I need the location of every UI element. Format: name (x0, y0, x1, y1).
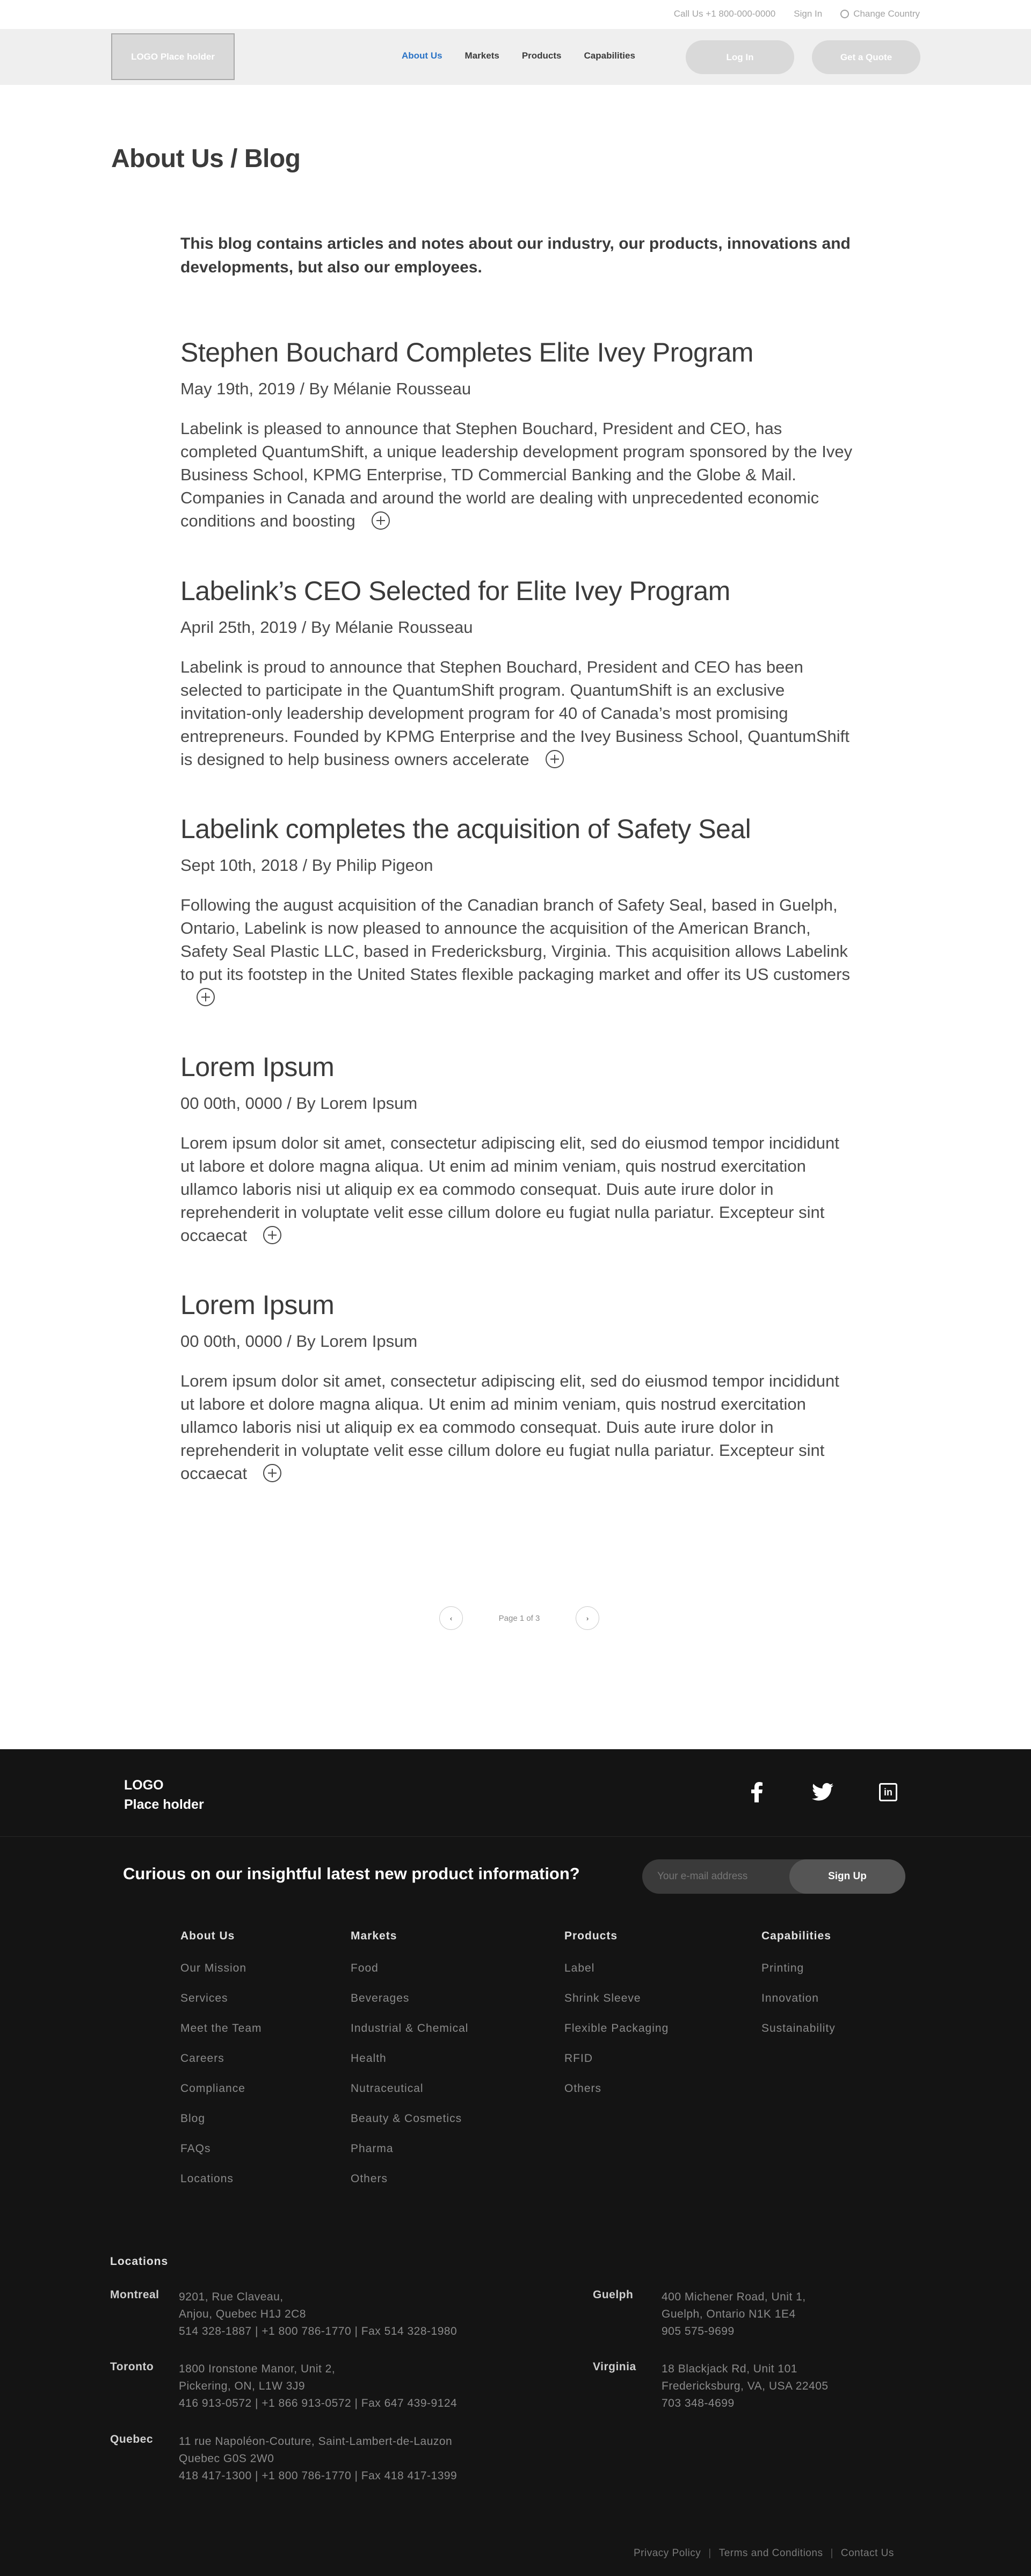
post-excerpt: Labelink is proud to announce that Stephen Bouchard, President and CEO has been selected to participate in the QuantumShift program. QuantumShift is an exclusive invitation-only leadership development program for 40 of Canada’s most promising entrepreneurs. Founded by KPMG Enterprise and the Ivey Business School, QuantumShift is designed to help business owners accelerate (180, 658, 850, 769)
site-footer (0, 1749, 1031, 2576)
page-title: About Us / Blog (111, 145, 301, 173)
main-nav (402, 50, 635, 61)
post-title[interactable]: Stephen Bouchard Completes Elite Ivey Program (180, 337, 753, 367)
footer-column-heading: Capabilities (761, 1930, 831, 1942)
footer-link[interactable]: Services (180, 1992, 228, 2004)
footer-link[interactable]: Blog (180, 2112, 206, 2125)
location-city: Montreal (110, 2289, 159, 2301)
post-title[interactable]: Lorem Ipsum (180, 1290, 335, 1320)
nav-markets[interactable]: Markets (464, 50, 499, 61)
linkedin-icon[interactable]: in (877, 1781, 899, 1803)
blog-post (180, 1289, 857, 1485)
location-toronto (110, 2361, 457, 2412)
footer-link[interactable]: Our Mission (180, 1962, 247, 1974)
footer-column-capabilities (761, 1930, 836, 2052)
get-quote-button[interactable]: Get a Quote (812, 40, 920, 74)
expand-icon[interactable] (372, 511, 390, 530)
location-city: Toronto (110, 2361, 154, 2373)
location-quebec (110, 2433, 457, 2485)
blog-intro: This blog contains articles and notes about our industry, our products, innovations and developments, but also our employees. (180, 235, 851, 276)
newsletter-form (642, 1859, 905, 1894)
site-header (0, 29, 1031, 85)
post-title[interactable]: Labelink’s CEO Selected for Elite Ivey Program (180, 576, 730, 606)
footer-link[interactable]: Beauty & Cosmetics (351, 2112, 462, 2125)
nav-capabilities[interactable]: Capabilities (584, 50, 635, 61)
location-city: Virginia (593, 2361, 636, 2373)
footer-link[interactable]: Nutraceutical (351, 2082, 424, 2095)
expand-icon[interactable] (263, 1464, 281, 1482)
login-button[interactable]: Log In (686, 40, 794, 74)
contact-us-link[interactable]: Contact Us (840, 2548, 894, 2559)
footer-link[interactable]: Locations (180, 2173, 234, 2185)
social-links (746, 1781, 899, 1803)
location-city: Guelph (593, 2289, 634, 2301)
footer-column-heading: Markets (351, 1930, 397, 1942)
post-excerpt: Following the august acquisition of the Canadian branch of Safety Seal, based in Guelph, Ontario, Labelink is now pleased to announce the acquisition of the American Branch, Safety Seal Plastic LLC, based in Fredericksburg, Virginia. This acquisition allows Labelink to put its footstep in the United States flexible packaging market and offer its US customers (180, 893, 857, 1009)
location-city: Quebec (110, 2433, 154, 2445)
location-address: 18 Blackjack Rd, Unit 101 Fredericksburg, VA, USA 22405 703 348-4699 (662, 2363, 829, 2409)
page-indicator: Page 1 of 3 (498, 1613, 540, 1623)
post-excerpt: Labelink is pleased to announce that Stephen Bouchard, President and CEO, has completed QuantumShift, a unique leadership development program sponsored by the Ivey Business School, KPMG Enterprise, TD Commercial Banking and the Globe & Mail. Companies in Canada and around the world are dealing with unprecedented economic conditions and boosting (180, 419, 853, 530)
expand-icon[interactable] (263, 1226, 281, 1244)
globe-icon (840, 10, 849, 18)
location-guelph (593, 2289, 806, 2340)
divider: | (830, 2548, 833, 2559)
post-meta: 00 00th, 0000 / By Lorem Ipsum (180, 1094, 418, 1113)
footer-column-products (564, 1930, 669, 2112)
footer-link[interactable]: Innovation (761, 1992, 819, 2004)
locations-heading: Locations (110, 2255, 169, 2268)
post-meta: April 25th, 2019 / By Mélanie Rousseau (180, 618, 473, 637)
post-excerpt: Lorem ipsum dolor sit amet, consectetur adipiscing elit, sed do eiusmod tempor incididunt ut labore et dolore magna aliqua. Ut enim ad minim veniam, quis nostrud exercitation ullamco laboris nisi ut aliquip ex ea commodo consequat. Duis aute irure dolor in reprehenderit in voluptate velit esse cillum dolore eu fugiat nulla pariatur. Excepteur sint occaecat (180, 1372, 839, 1483)
footer-link[interactable]: Careers (180, 2052, 224, 2065)
blog-post (180, 336, 857, 532)
utility-bar (0, 0, 1031, 29)
footer-logo[interactable]: LOGO Place holder (124, 1778, 204, 1812)
location-address: 11 rue Napoléon-Couture, Saint-Lambert-de-Lauzon Quebec G0S 2W0 418 417-1300 | +1 800 786-1770 | Fax 418 417-1399 (179, 2435, 458, 2482)
footer-column-markets (351, 1930, 468, 2203)
footer-link[interactable]: Compliance (180, 2082, 245, 2095)
footer-link[interactable]: Pharma (351, 2142, 394, 2155)
post-title[interactable]: Labelink completes the acquisition of Safety Seal (180, 814, 751, 844)
expand-icon[interactable] (197, 988, 215, 1006)
footer-link[interactable]: FAQs (180, 2142, 211, 2155)
location-address: 9201, Rue Claveau, Anjou, Quebec H1J 2C8 514 328-1887 | +1 800 786-1770 | Fax 514 328-1980 (179, 2291, 458, 2337)
blog-post (180, 575, 857, 771)
footer-bottom-links (634, 2548, 894, 2559)
pagination (439, 1606, 599, 1630)
blog-post (180, 1051, 857, 1247)
nav-products[interactable]: Products (521, 50, 562, 61)
footer-link[interactable]: Industrial & Chemical (351, 2022, 469, 2034)
location-address: 1800 Ironstone Manor, Unit 2, Pickering, ON, L1W 3J9 416 913-0572 | +1 866 913-0572 | Fax 647 439-9124 (179, 2363, 458, 2409)
footer-link[interactable]: Meet the Team (180, 2022, 262, 2034)
footer-link[interactable]: Sustainability (761, 2022, 836, 2034)
call-us-link[interactable]: Call Us +1 800-000-0000 (673, 9, 776, 19)
sign-in-link[interactable]: Sign In (794, 9, 823, 19)
footer-link[interactable]: Others (351, 2173, 388, 2185)
divider: | (708, 2548, 711, 2559)
footer-link[interactable]: Others (564, 2082, 602, 2095)
privacy-policy-link[interactable]: Privacy Policy (634, 2548, 701, 2559)
post-meta: Sept 10th, 2018 / By Philip Pigeon (180, 856, 433, 875)
footer-link[interactable]: Flexible Packaging (564, 2022, 669, 2034)
expand-icon[interactable] (546, 750, 564, 768)
location-address: 400 Michener Road, Unit 1, Guelph, Ontario N1K 1E4 905 575-9699 (662, 2291, 806, 2337)
post-title[interactable]: Lorem Ipsum (180, 1052, 335, 1082)
location-montreal (110, 2289, 457, 2340)
footer-column-heading: About Us (180, 1930, 235, 1942)
change-country-link[interactable] (840, 9, 920, 19)
footer-divider (0, 1836, 1031, 1837)
twitter-icon[interactable] (812, 1781, 833, 1803)
signup-button[interactable]: Sign Up (789, 1859, 905, 1894)
footer-link[interactable]: Beverages (351, 1992, 410, 2004)
nav-about-us[interactable]: About Us (402, 50, 442, 61)
footer-link[interactable]: Food (351, 1962, 379, 1974)
newsletter-heading: Curious on our insightful latest new product information? (123, 1864, 580, 1883)
post-meta: 00 00th, 0000 / By Lorem Ipsum (180, 1332, 418, 1351)
site-logo[interactable]: LOGO Place holder (111, 33, 235, 80)
terms-link[interactable]: Terms and Conditions (718, 2548, 823, 2559)
footer-link[interactable]: RFID (564, 2052, 593, 2065)
location-virginia (593, 2361, 829, 2412)
post-excerpt: Lorem ipsum dolor sit amet, consectetur adipiscing elit, sed do eiusmod tempor incididunt ut labore et dolore magna aliqua. Ut enim ad minim veniam, quis nostrud exercitation ullamco laboris nisi ut aliquip ex ea commodo consequat. Duis aute irure dolor in reprehenderit in voluptate velit esse cillum dolore eu fugiat nulla pariatur. Excepteur sint occaecat (180, 1134, 839, 1245)
footer-column-about (180, 1930, 262, 2203)
change-country-label: Change Country (853, 9, 920, 19)
next-page-button[interactable]: › (576, 1606, 599, 1630)
email-input[interactable] (642, 1859, 798, 1894)
footer-link[interactable]: Health (351, 2052, 387, 2065)
prev-page-button[interactable]: ‹ (439, 1606, 463, 1630)
post-meta: May 19th, 2019 / By Mélanie Rousseau (180, 379, 471, 398)
blog-post (180, 813, 857, 1009)
footer-link[interactable]: Printing (761, 1962, 804, 1974)
footer-link[interactable]: Shrink Sleeve (564, 1992, 641, 2004)
footer-link[interactable]: Label (564, 1962, 595, 1974)
facebook-icon[interactable] (746, 1781, 768, 1803)
footer-column-heading: Products (564, 1930, 618, 1942)
